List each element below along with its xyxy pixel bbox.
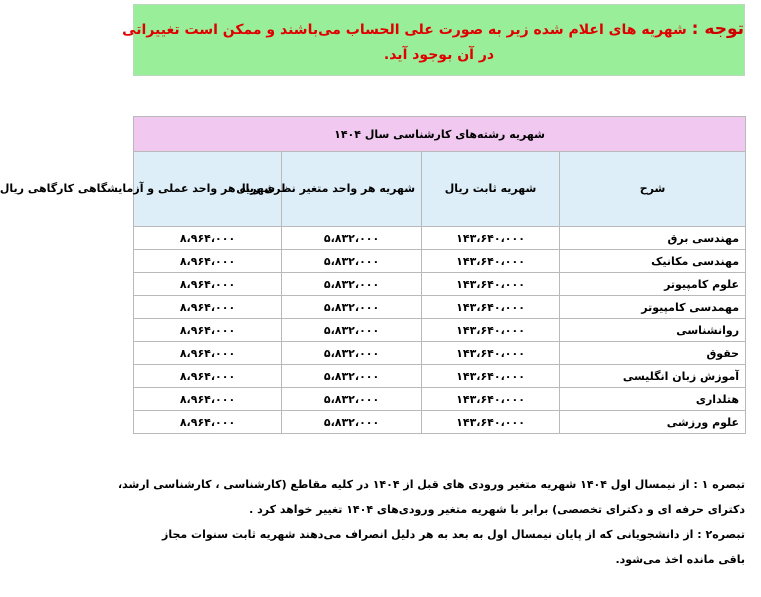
row-practical-fee: ۸،۹۶۴،۰۰۰ (134, 319, 282, 342)
row-theory-fee: ۵،۸۳۲،۰۰۰ (282, 227, 422, 250)
row-fixed-fee: ۱۴۳،۶۴۰،۰۰۰ (422, 365, 560, 388)
note-2-line-2: باقی مانده اخذ می‌شود. (615, 553, 745, 566)
table-title-row (134, 117, 746, 152)
row-field-name: علوم کامپیوتر (560, 273, 746, 296)
row-field-name: آموزش زبان انگلیسی (560, 365, 746, 388)
table-row (134, 227, 746, 250)
row-theory-fee: ۵،۸۳۲،۰۰۰ (282, 365, 422, 388)
row-fixed-fee: ۱۴۳،۶۴۰،۰۰۰ (422, 296, 560, 319)
notice-text-2: در آن بوجود آید. (383, 47, 495, 63)
table-row (134, 250, 746, 273)
table-row (134, 342, 746, 365)
row-practical-fee: ۸،۹۶۴،۰۰۰ (134, 365, 282, 388)
row-fixed-fee: ۱۴۳،۶۴۰،۰۰۰ (422, 227, 560, 250)
row-theory-fee: ۵،۸۳۲،۰۰۰ (282, 388, 422, 411)
note-2-line-1: تبصره۲ : از دانشجویانی که از پایان نیمسال اول به بعد به هر دلیل انصراف می‌دهند شهریه ثابت سنوات مجاز (162, 528, 745, 541)
row-fixed-fee: ۱۴۳،۶۴۰،۰۰۰ (422, 342, 560, 365)
note-1-line-2: دکترای حرفه ای و دکترای تخصصی) برابر با شهریه متغیر ورودی‌های ۱۴۰۴ تغییر خواهد کرد . (249, 503, 745, 516)
row-field-name: علوم ورزشی (560, 411, 746, 434)
row-field-name: مهمدسی کامپیوتر (560, 296, 746, 319)
row-fixed-fee: ۱۴۳،۶۴۰،۰۰۰ (422, 388, 560, 411)
table-row (134, 296, 746, 319)
row-theory-fee: ۵،۸۳۲،۰۰۰ (282, 296, 422, 319)
row-field-name: مهندسی برق (560, 227, 746, 250)
header-fixed-fee: شهریه ثابت ریال (422, 152, 560, 227)
table-title: شهریه رشته‌های کارشناسی سال ۱۴۰۴ (134, 117, 746, 152)
notice-lead: توجه : (691, 19, 744, 39)
row-field-name: روانشناسی (560, 319, 746, 342)
row-fixed-fee: ۱۴۳،۶۴۰،۰۰۰ (422, 250, 560, 273)
table-row (134, 319, 746, 342)
notice-text-1: شهریه های اعلام شده زیر به صورت علی الحساب می‌باشند و ممکن است تغییراتی (122, 22, 687, 38)
row-practical-fee: ۸،۹۶۴،۰۰۰ (134, 388, 282, 411)
table-row (134, 411, 746, 434)
row-practical-fee: ۸،۹۶۴،۰۰۰ (134, 342, 282, 365)
row-practical-fee: ۸،۹۶۴،۰۰۰ (134, 296, 282, 319)
row-fixed-fee: ۱۴۳،۶۴۰،۰۰۰ (422, 319, 560, 342)
note-1-line-1: تبصره ۱ : از نیمسال اول ۱۴۰۴ شهریه متغیر ورودی های قبل از ۱۴۰۴ در کلیه مقاطع (کارشناسی ، کارشناسی ارشد، (117, 478, 745, 491)
row-practical-fee: ۸،۹۶۴،۰۰۰ (134, 411, 282, 434)
table-header-row (134, 152, 746, 227)
header-description: شرح (560, 152, 746, 227)
row-field-name: حقوق (560, 342, 746, 365)
notice-banner (122, 4, 745, 76)
table-row (134, 365, 746, 388)
row-theory-fee: ۵،۸۳۲،۰۰۰ (282, 250, 422, 273)
row-theory-fee: ۵،۸۳۲،۰۰۰ (282, 319, 422, 342)
row-practical-fee: ۸،۹۶۴،۰۰۰ (134, 273, 282, 296)
header-variable-practical-fee: شهریه هر واحد عملی و آزمایشگاهی کارگاهی ریال (134, 152, 282, 227)
row-fixed-fee: ۱۴۳،۶۴۰،۰۰۰ (422, 273, 560, 296)
row-theory-fee: ۵،۸۳۲،۰۰۰ (282, 342, 422, 365)
row-theory-fee: ۵،۸۳۲،۰۰۰ (282, 411, 422, 434)
notice-line-1 (122, 17, 744, 42)
header-variable-theory-fee: شهریه هر واحد متغیر نظری ریال (282, 152, 422, 227)
row-practical-fee: ۸،۹۶۴،۰۰۰ (134, 227, 282, 250)
notes-section (117, 472, 745, 572)
row-fixed-fee: ۱۴۳،۶۴۰،۰۰۰ (422, 411, 560, 434)
table-row (134, 273, 746, 296)
row-field-name: مهندسی مکانیک (560, 250, 746, 273)
table-row (134, 388, 746, 411)
row-practical-fee: ۸،۹۶۴،۰۰۰ (134, 250, 282, 273)
row-theory-fee: ۵،۸۳۲،۰۰۰ (282, 273, 422, 296)
row-field-name: هتلداری (560, 388, 746, 411)
fees-table (0, 116, 746, 434)
